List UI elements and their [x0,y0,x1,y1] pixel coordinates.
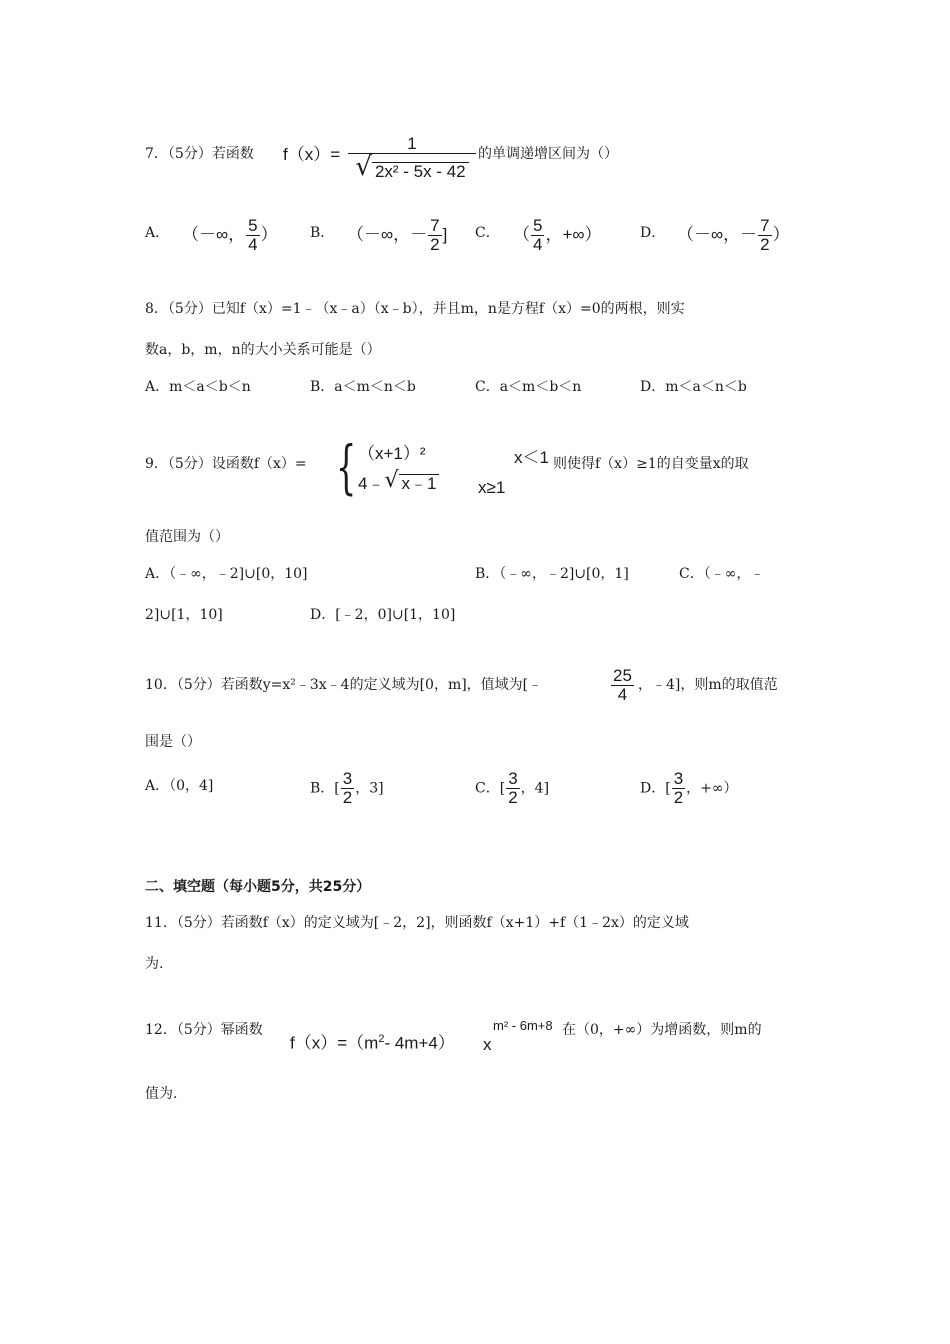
q7-option-b: （－∞，－ $\frac{7}{2}$ ] [347,216,448,254]
q11-stem-line2: 为. [145,956,164,972]
q7-option-a-label: A． [145,225,170,241]
q8-option-c: C．a＜m＜b＜n [475,379,582,395]
q7-option-a-fraction: $\frac{5}{4}$ [248,216,258,254]
q7-numerator: 1 [348,135,476,154]
q7-option-c-label: C． [475,225,500,241]
sqrt-icon: √ [355,152,372,182]
left-brace-icon: { [336,433,357,501]
q12-stem-line2: 值为. [145,1086,178,1102]
q8-stem-line1: 8．（5分）已知f（x）=1﹣（x﹣a）（x﹣b），并且m，n是方程f（x）=0的两根，则实 [145,301,685,317]
q10-option-d-fraction: $\frac{3}{2}$ [673,769,684,807]
q10-suffix: ，﹣4]，则m的取值范 [638,677,778,693]
q7-lhs: f（x）= [283,145,341,164]
q12-prefix: 12．（5分）幂函数 [145,1022,263,1038]
section-title: 二、填空题（每小题5分，共25分） [145,879,371,895]
q7-option-c: （ $\frac{5}{4}$ ，+∞） [513,216,602,254]
q8-option-a: A．m＜a＜b＜n [145,379,251,395]
q7-option-b-fraction: $\frac{7}{2}$ [430,216,440,254]
q9-option-c-part2: 2]∪[1，10] [145,607,223,623]
q7-radicand: 2x² - 5x - 42 [372,162,469,180]
q9-case2-expr: 4﹣ √ x﹣1 [358,470,439,492]
q12-suffix: 在（0，+∞）为增函数，则m的 [562,1022,762,1038]
q9-option-c-part1: C．（﹣∞，﹣ [679,566,765,582]
q7-fraction [348,135,476,180]
q9-option-a: A．（﹣∞，﹣2]∪[0，10] [145,566,308,582]
q9-option-d: D．[﹣2，0]∪[1，10] [310,607,456,623]
q11-stem-line1: 11．（5分）若函数f（x）的定义域为[﹣2，2]，则函数f（x+1）+f（1﹣2x）的定义域 [145,915,689,931]
q9-prefix: 9．（5分）设函数f（x）= [145,456,307,472]
q12-expression: $f(x)=(m^2-$ 4m+4） [290,1033,455,1053]
q9-option-b: B．（﹣∞，﹣2]∪[0，1] [475,566,629,582]
q10-prefix: 10．（5分）若函数y=x²﹣3x﹣4的定义域为[0，m]，值域为[﹣ [145,677,543,693]
q10-option-b: B．[ $\frac{3}{2}$ ，3] [310,769,384,807]
q7-prefix: 7．（5分）若函数 [145,146,254,162]
q9-case1-expr: （x+1）² [358,444,426,463]
sqrt-icon: √ [384,468,399,493]
q8-option-b: B．a＜m＜n＜b [310,379,416,395]
q10-option-c: C．[ $\frac{3}{2}$ ，4] [475,769,550,807]
q7-option-d: （－∞，－ $\frac{7}{2}$ ） [677,216,790,254]
q8-option-d: D．m＜a＜n＜b [640,379,747,395]
q9-suffix: 则使得f（x）≥1的自变量x的取 [553,456,749,472]
q10-stem-line2: 围是（） [145,734,201,750]
q10-option-b-fraction: $\frac{3}{2}$ [342,769,353,807]
q10-fraction: $\frac{25}{4}$ [613,666,632,704]
q7-option-d-fraction: $\frac{7}{2}$ [760,216,770,254]
q7-option-c-fraction: $\frac{5}{4}$ [533,216,543,254]
q7-stem [145,147,254,161]
q7-sqrt [355,154,468,180]
q9-case2-radicand: x﹣1 [399,474,440,492]
q10-option-c-fraction: $\frac{3}{2}$ [508,769,518,807]
q9-case1-condition: x＜1 [514,448,549,467]
q12-power-base: x [483,1035,492,1054]
q7-option-a: （－∞， $\frac{5}{4}$ ） [182,216,278,254]
q10-option-d: D．[ $\frac{3}{2}$ ，+∞） [640,769,738,807]
q12-power-exponent: m² - 6m+8 [493,1018,553,1033]
q10-option-a: A．（0，4] [145,778,214,794]
q7-option-d-label: D． [640,225,666,241]
q8-stem-line2: 数a，b，m，n的大小关系可能是（） [145,342,381,358]
q7-option-b-label: B． [310,225,335,241]
q7-suffix: 的单调递增区间为（） [478,146,618,162]
q9-case2-condition: x≥1 [478,478,506,497]
q9-stem-line2: 值范围为（） [145,529,229,545]
